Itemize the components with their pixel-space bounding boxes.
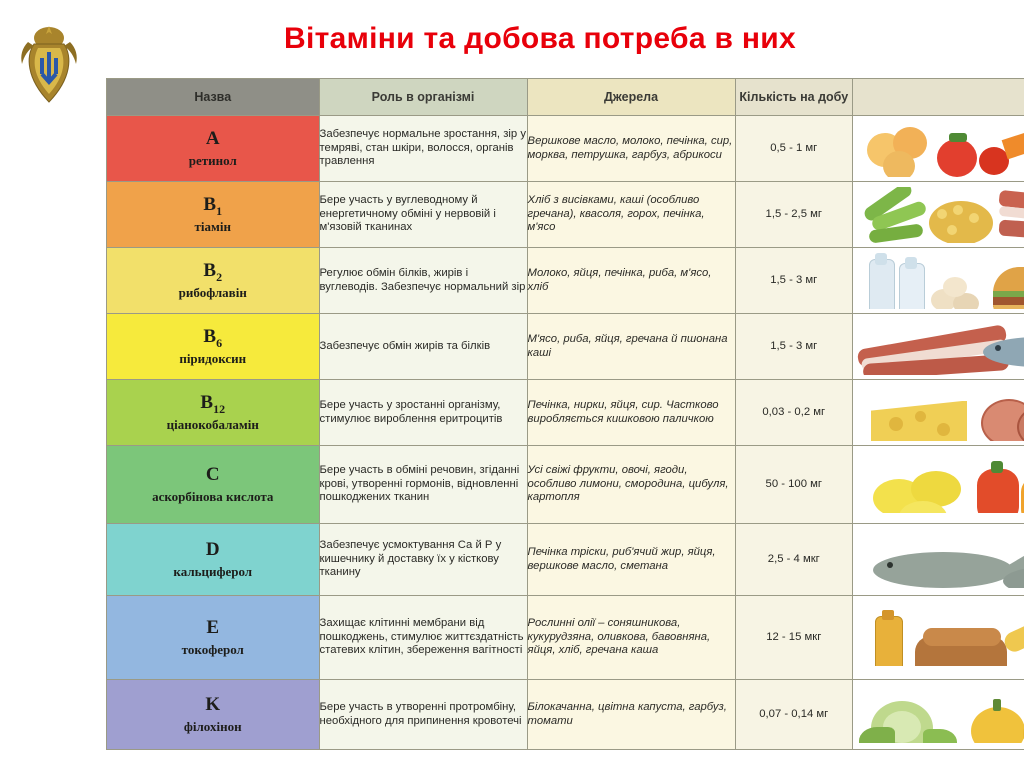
vitamin-letter: $B_2$ <box>203 259 223 284</box>
vitamin-full-name: кальциферол <box>173 563 253 579</box>
table-row <box>107 680 1024 750</box>
vitamin-image-cell <box>853 524 1024 596</box>
vitamin-image-cell <box>853 314 1024 380</box>
vitamin-role: Захищає клітинні мембрани від пошкоджень, стимулює життєздатність статевих клітин, збереження вагітності <box>319 596 527 680</box>
column-header-amount: Кількість на добу <box>735 79 852 116</box>
table-body <box>107 116 1024 750</box>
vitamin-sources: Печінка, нирки, яйця, сир. Частково виробляється кишковою паличкою <box>527 380 735 446</box>
vitamin-full-name: філохінон <box>183 718 242 734</box>
vitamin-role: Забезпечує обмін жирів та білків <box>319 314 527 380</box>
vitamin-name-cell <box>107 446 320 524</box>
vitamin-role: Забезпечує нормальне зростання, зір у темряві, стан шкіри, волосся, органів травлення <box>319 116 527 182</box>
vitamin-sources: Печінка тріски, риб'ячий жир, яйця, вершкове масло, сметана <box>527 524 735 596</box>
food-illustration-oil-bottle-bread <box>853 610 1024 666</box>
vitamin-letter: $B_{12}$ <box>200 391 226 416</box>
food-illustration-milk-bottles-eggs-bun <box>853 253 1024 309</box>
vitamin-name-cell <box>107 680 320 750</box>
vitamin-image-cell <box>853 248 1024 314</box>
table-row <box>107 314 1024 380</box>
column-header-role: Роль в організмі <box>319 79 527 116</box>
military-emblem-icon <box>18 22 80 114</box>
vitamin-sources: Рослинні олії – соняшникова, кукурудзяна, оливкова, бавовняна, яйця, хліб, гречана каша <box>527 596 735 680</box>
vitamin-role: Бере участь у зростанні організму, стимулює вироблення еритроцитів <box>319 380 527 446</box>
vitamin-amount: 1,5 - 2,5 мг <box>735 182 852 248</box>
vitamin-role: Бере участь в утворенні протромбіну, необхідного для припинення кровотечі <box>319 680 527 750</box>
column-header-sources: Джерела <box>527 79 735 116</box>
vitamin-name-cell <box>107 116 320 182</box>
table-row <box>107 182 1024 248</box>
vitamin-name-cell <box>107 524 320 596</box>
vitamin-role: Забезпечує усмоктування Са й Р у кишечнику й доставку їх у кісткову тканину <box>319 524 527 596</box>
vitamin-full-name: рибофлавін <box>178 284 247 300</box>
column-header-name: Назва <box>107 79 320 116</box>
vitamin-role: Регулює обмін білків, жирів і вуглеводів. Забезпечує нормальний зір <box>319 248 527 314</box>
food-illustration-beans-peas-bacon <box>853 187 1024 243</box>
vitamin-letter: $B_1$ <box>203 193 223 218</box>
vitamin-image-cell <box>853 116 1024 182</box>
vitamin-amount: 2,5 - 4 мкг <box>735 524 852 596</box>
food-illustration-lemons-peppers <box>853 457 1024 513</box>
food-illustration-fish-cod <box>853 532 1024 588</box>
vitamin-image-cell <box>853 182 1024 248</box>
vitamin-amount: 0,03 - 0,2 мг <box>735 380 852 446</box>
vitamin-sources: Вершкове масло, молоко, печінка, сир, морква, петрушка, гарбуз, абрикоси <box>527 116 735 182</box>
vitamin-amount: 50 - 100 мг <box>735 446 852 524</box>
vitamin-full-name: ціанокобаламін <box>166 416 259 432</box>
vitamin-full-name: токоферол <box>181 641 244 657</box>
vitamin-amount: 0,5 - 1 мг <box>735 116 852 182</box>
table-row <box>107 446 1024 524</box>
vitamin-sources: М'ясо, риба, яйця, гречана й пшонана каші <box>527 314 735 380</box>
vitamin-full-name: тіамін <box>194 218 231 234</box>
table-row <box>107 248 1024 314</box>
vitamins-table <box>106 78 1024 750</box>
vitamin-full-name: піридоксин <box>179 350 247 366</box>
vitamin-name-cell <box>107 314 320 380</box>
vitamin-letter: C <box>205 463 220 485</box>
vitamin-letter: D <box>205 538 220 560</box>
vitamin-amount: 1,5 - 3 мг <box>735 248 852 314</box>
page-title: Вітаміни та добова потреба в них <box>284 22 796 55</box>
vitamin-sources: Білокачанна, цвітна капуста, гарбуз, томати <box>527 680 735 750</box>
vitamin-name-cell <box>107 596 320 680</box>
table-row <box>107 524 1024 596</box>
table-row <box>107 380 1024 446</box>
column-header-images <box>853 79 1024 116</box>
table-header-row <box>107 79 1024 116</box>
vitamin-amount: 1,5 - 3 мг <box>735 314 852 380</box>
food-illustration-apricots-tomato-carrot <box>853 121 1024 177</box>
vitamin-role: Бере участь в обміні речовин, згіданні крові, утворенні гормонів, відновленні пошкоджених тканин <box>319 446 527 524</box>
vitamin-name-cell <box>107 248 320 314</box>
table-row <box>107 116 1024 182</box>
vitamin-letter: E <box>206 616 220 638</box>
food-illustration-cabbage-pumpkin <box>853 687 1024 743</box>
vitamin-image-cell <box>853 446 1024 524</box>
vitamin-amount: 12 - 15 мкг <box>735 596 852 680</box>
vitamin-image-cell <box>853 380 1024 446</box>
vitamins-table-container <box>106 78 1024 768</box>
vitamin-name-cell <box>107 182 320 248</box>
food-illustration-bacon-fish <box>853 319 1024 375</box>
vitamin-letter: K <box>205 693 221 715</box>
vitamin-image-cell <box>853 680 1024 750</box>
vitamin-full-name: ретинол <box>188 152 237 168</box>
vitamin-sources: Усі свіжі фрукти, овочі, ягоди, особливо лимони, смородина, цибуля, картопля <box>527 446 735 524</box>
food-illustration-cheese-sausage <box>853 385 1024 441</box>
vitamin-sources: Хліб з висівками, каші (особливо гречана), квасоля, горох, печінка, м'ясо <box>527 182 735 248</box>
vitamin-amount: 0,07 - 0,14 мг <box>735 680 852 750</box>
table-row <box>107 596 1024 680</box>
vitamin-letter: $B_6$ <box>203 325 223 350</box>
vitamin-name-cell <box>107 380 320 446</box>
vitamin-image-cell <box>853 596 1024 680</box>
vitamin-sources: Молоко, яйця, печінка, риба, м'ясо, хліб <box>527 248 735 314</box>
vitamin-role: Бере участь у вуглеводному й енергетичному обміні у нервовій і м'язовій тканинах <box>319 182 527 248</box>
vitamin-full-name: аскорбінова кислота <box>152 488 274 504</box>
vitamin-letter: A <box>205 127 220 149</box>
